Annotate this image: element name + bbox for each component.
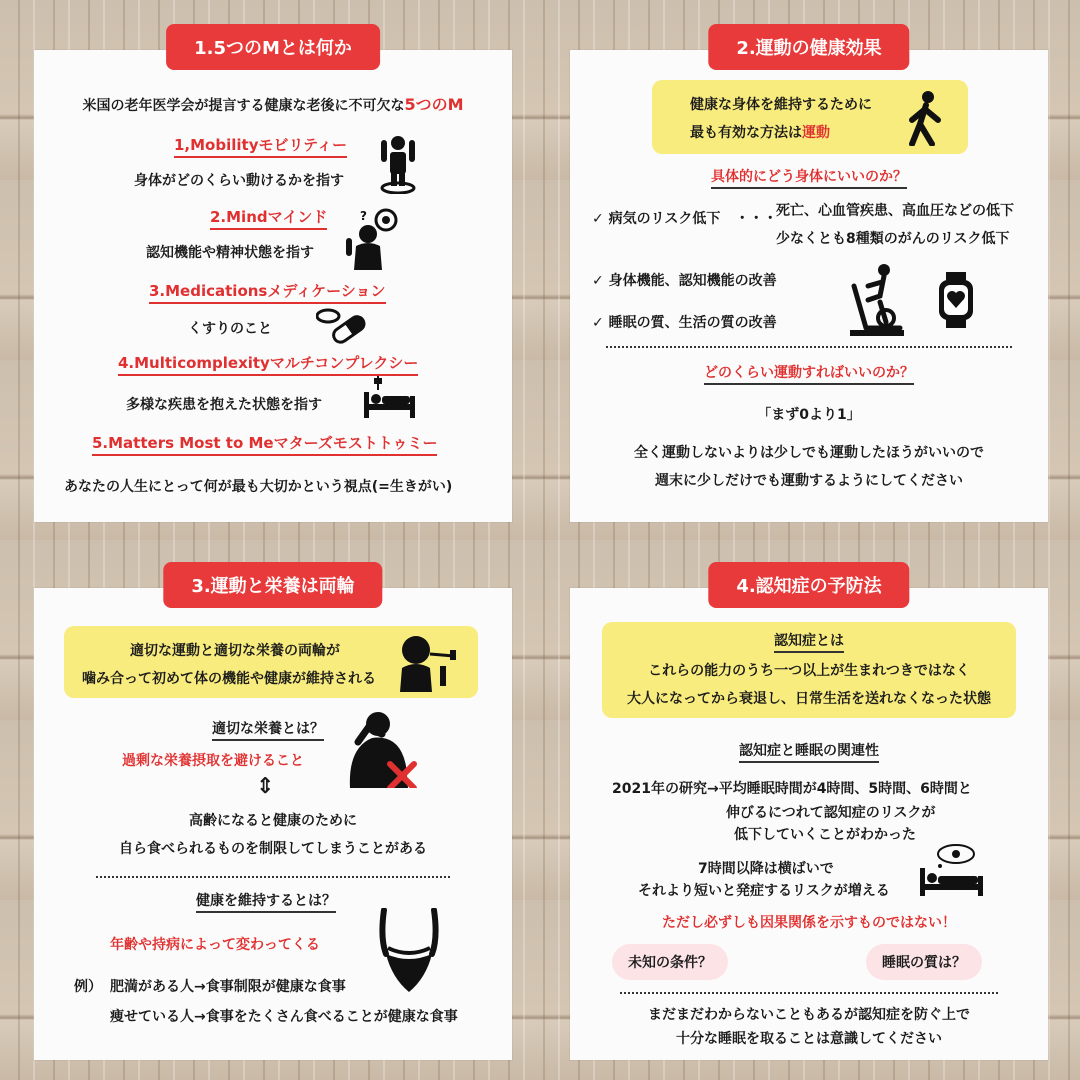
- pill-unknown-condition: 未知の条件？: [612, 944, 728, 980]
- panel3-title: 3.運動と栄養は両輪: [163, 562, 382, 608]
- smartwatch-heart-icon: [936, 272, 976, 328]
- panel4-box-title: 認知症とは: [774, 633, 844, 653]
- panel-exercise-benefits: [570, 38, 1048, 522]
- pill-icon: [316, 306, 366, 344]
- item3-desc: くすりのこと: [188, 321, 272, 337]
- item1-heading: 1,Mobilityモビリティー: [174, 136, 347, 158]
- panel4-divider: [620, 992, 998, 994]
- panel2-closing1: 全く運動しないよりは少しでも運動したほうがいいので: [634, 445, 984, 461]
- hospital-bed-icon: [360, 374, 416, 420]
- panel4-sub1: 認知症と睡眠の関連性: [739, 743, 879, 763]
- panel1-title: 1.5つのMとは何か: [166, 24, 380, 70]
- panel4-box-line1: これらの能力のうち一つ以上が生まれつきではなく: [648, 663, 970, 679]
- benefit-row-2: ✓ 身体機能、認知機能の改善: [592, 273, 777, 289]
- item5-heading: 5.Matters Most to Meマターズモストトゥミー: [92, 434, 437, 456]
- panel3-elderly2: 自ら食べられるものを制限してしまうことがある: [119, 841, 427, 857]
- panel4-study3: 低下していくことがわかった: [734, 827, 916, 843]
- panel2-quote: 「まず0より1」: [757, 407, 861, 423]
- panel-exercise-nutrition: [34, 576, 512, 1060]
- panel4-study1: 2021年の研究→平均睡眠時間が4時間、5時間、6時間と: [612, 781, 972, 797]
- panel3-sub2: 健康を維持するとは？: [196, 893, 336, 913]
- panel4-closing2: 十分な睡眠を取ることは意識してください: [676, 1031, 942, 1047]
- panel3-sub1: 適切な栄養とは？: [212, 721, 324, 741]
- panel3-sub2-answer: 年齢や持病によって変わってくる: [110, 937, 320, 953]
- sleeping-person-icon: [918, 844, 984, 898]
- panel3-sub1-answer: 過剰な栄養摂取を避けること: [122, 753, 304, 769]
- panel4-flat1: 7時間以降は横ばいで: [698, 861, 834, 877]
- panel4-closing1: まだまだわからないこともあるが認知症を防ぐ上で: [648, 1007, 970, 1023]
- panel2-box-line2: 最も有効な方法は運動: [690, 125, 830, 141]
- panel3-divider: [96, 876, 450, 878]
- exercise-bike-icon: [846, 262, 906, 338]
- panel3-box-line1: 適切な運動と適切な栄養の両輪が: [130, 643, 340, 659]
- pill-sleep-quality: 睡眠の質は？: [866, 944, 982, 980]
- panel2-closing2: 週末に少しだけでも運動するようにしてください: [655, 473, 963, 489]
- overeating-person-icon: [342, 708, 422, 788]
- panel3-box-line2: 噛み合って初めて体の機能や健康が維持される: [82, 671, 376, 687]
- svg-text:?: ?: [360, 209, 367, 223]
- panel2-question1: 具体的にどう身体にいいのか？: [711, 169, 907, 189]
- item2-heading: 2.Mindマインド: [210, 208, 327, 230]
- up-down-arrow-icon: ⇕: [256, 774, 275, 799]
- panel4-flat2: それより短いと発症するリスクが増える: [638, 883, 890, 899]
- item2-desc: 認知機能や精神状態を指す: [146, 245, 314, 261]
- panel2-question2: どのくらい運動すればいいのか？: [704, 365, 914, 385]
- eating-person-icon: [394, 632, 458, 692]
- panel4-title: 4.認知症の予防法: [708, 562, 909, 608]
- panel2-box-line1: 健康な身体を維持するために: [690, 97, 872, 113]
- panel3-elderly1: 高齢になると健康のために: [189, 813, 357, 829]
- panel4-box-line2: 大人になってから衰退し、日常生活を送れなくなった状態: [627, 691, 991, 707]
- panel2-divider: [606, 346, 1012, 348]
- walking-person-icon: [906, 90, 946, 146]
- risk-line1: 死亡、心血管疾患、高血圧などの低下: [776, 203, 1014, 219]
- person-arms-up-icon: [378, 134, 418, 194]
- item4-desc: 多様な疾患を抱えた状態を指す: [126, 397, 322, 413]
- panel3-example1: 肥満がある人→食事制限が健康な食事: [110, 979, 346, 995]
- panel3-example-label: 例）: [74, 979, 102, 995]
- benefit-row-3: ✓ 睡眠の質、生活の質の改善: [592, 315, 777, 331]
- item4-heading: 4.Multicomplexityマルチコンプレクシー: [118, 354, 418, 376]
- panel1-intro: 米国の老年医学会が提言する健康な老後に不可欠な5つのM: [82, 95, 464, 114]
- panel4-study2: 伸びるにつれて認知症のリスクが: [726, 805, 936, 821]
- thinking-person-icon: [342, 208, 398, 270]
- panel-dementia-prevention: [570, 576, 1048, 1060]
- item3-heading: 3.Medicationsメディケーション: [149, 282, 386, 304]
- panel2-title: 2.運動の健康効果: [708, 24, 909, 70]
- panel3-example2: 痩せている人→食事をたくさん食べることが健康な食事: [110, 1009, 458, 1025]
- panel-five-ms: [34, 38, 512, 522]
- benefit-row-1: ✓ 病気のリスク低下 ・・・: [592, 211, 778, 227]
- item5-desc: あなたの人生にとって何が最も大切かという視点(=生きがい): [64, 479, 453, 495]
- risk-line2: 少なくとも8種類のがんのリスク低下: [776, 231, 1010, 247]
- panel4-caution: ただし必ずしも因果関係を示すものではない！: [662, 915, 956, 931]
- item1-desc: 身体がどのくらい動けるかを指す: [134, 173, 344, 189]
- waist-icon: [376, 908, 442, 994]
